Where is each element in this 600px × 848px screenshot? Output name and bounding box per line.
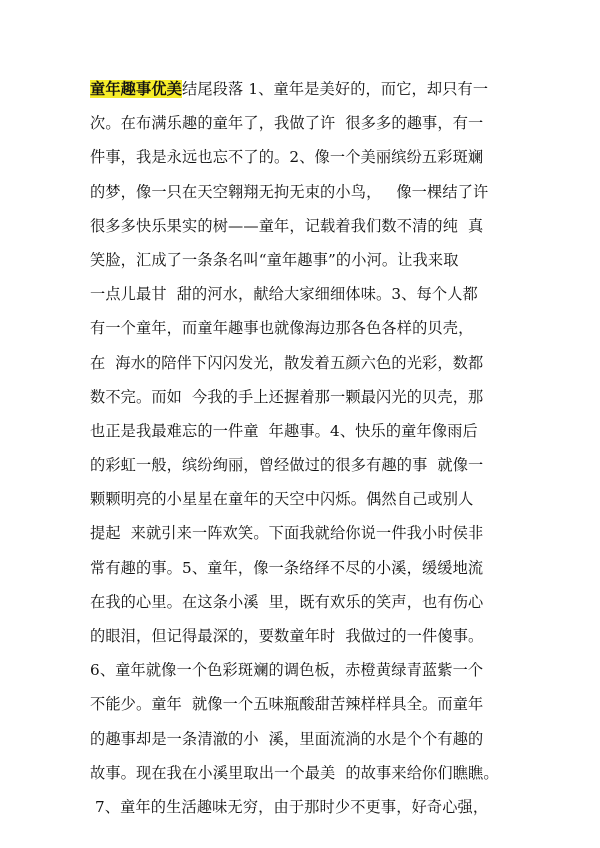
text-line-22: 7、童年的生活趣味无穷，由于那时少不更事，好奇心强， (90, 797, 489, 816)
text-line-17: 的眼泪，但记得最深的，要数童年时 我做过的一件傻事。 (90, 627, 484, 645)
text-line-19: 不能少。童年 就像一个五味瓶酸甜苦辣样样具全。而童年 (90, 695, 484, 714)
text-line-14: 提起 来就引来一阵欢笑。下面我就给你说一件我小时侯非 (90, 524, 484, 543)
text-line-5: 很多多快乐果实的树——童年，记载着我们数不清的纯 真 (90, 216, 484, 235)
text-line-3: 件事，我是永远也忘不了的。2、像一个美丽缤纷五彩斑斓 (90, 148, 484, 167)
text-line-21: 故事。现在我在小溪里取出一个最美 的故事来给你们瞧瞧。 (90, 763, 499, 782)
text-line-10: 数不完。而如 今我的手上还握着那一颗最闪光的贝壳，那 (90, 387, 484, 406)
text-line-20: 的趣事却是一条清澈的小 溪，里面流淌的水是个个有趣的 (90, 729, 484, 748)
text-line-4: 的梦，像一只在天空翱翔无拘无束的小鸟， 像一棵结了许 (90, 182, 489, 201)
text-line-6: 笑脸，汇成了一条条名叫“童年趣事”的小河。让我来取 (90, 250, 459, 269)
text-line-15: 常有趣的事。5、童年，像一条络绎不尽的小溪，缓缓地流 (90, 558, 484, 577)
text-line-1 (90, 72, 520, 106)
text-line-18: 6、童年就像一个色彩斑斓的调色板，赤橙黄绿青蓝紫一个 (90, 661, 484, 680)
text-line-13: 颗颗明亮的小星星在童年的天空中闪烁。偶然自己或别人 (90, 490, 474, 509)
text-line-8: 有一个童年，而童年趣事也就像海边那各色各样的贝壳， (90, 319, 474, 338)
text-line-16: 在我的心里。在这条小溪 里，既有欢乐的笑声，也有伤心 (90, 592, 484, 611)
text-line-11: 也正是我最难忘的一件童 年趣事。4、快乐的童年像雨后 (90, 421, 478, 440)
text-line-1-rest: 结尾段落 1、童年是美好的，而它，却只有一 (182, 80, 489, 98)
text-line-12: 的彩虹一般，缤纷绚丽，曾经做过的很多有趣的事 就像一 (90, 456, 484, 475)
text-line-2: 次。在布满乐趣的童年了，我做了许 很多多的趣事，有一 (90, 114, 484, 133)
document-body (90, 72, 520, 824)
text-line-9: 在 海水的陪伴下闪闪发光，散发着五颜六色的光彩，数都 (90, 353, 484, 372)
text-line-7: 一点儿最甘 甜的河水，献给大家细细体味。3、每个人都 (90, 285, 478, 304)
highlighted-title: 童年趣事优美 (90, 80, 183, 98)
